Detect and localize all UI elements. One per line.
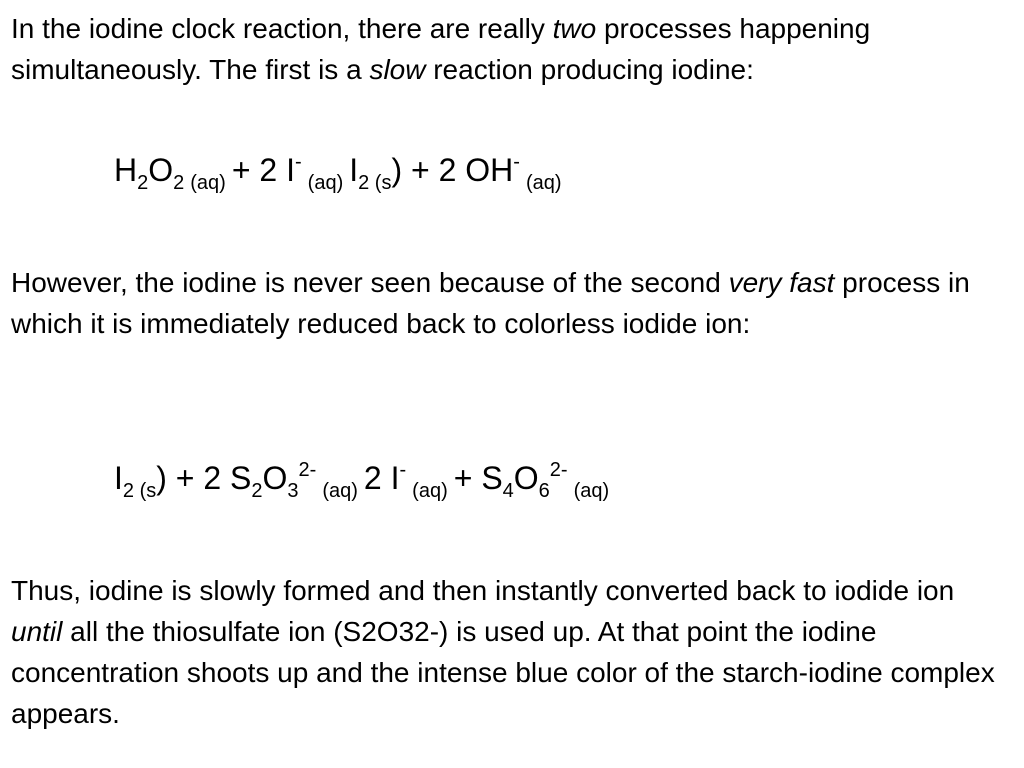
eq2-o: O: [262, 460, 288, 496]
eq2-sub-2s: 2 (s: [122, 480, 157, 502]
eq1-iodine: I: [349, 152, 359, 188]
conclusion-paragraph: [11, 570, 1011, 734]
slow-reaction-equation: [114, 150, 562, 195]
fast-reaction-equation: [114, 458, 609, 503]
eq2-sup-minus: -: [399, 459, 407, 481]
eq1-plus-hydroxide: ) + 2 OH: [391, 152, 514, 188]
eq1-h: H: [114, 152, 138, 188]
second-text-2: process in which it is immediately reduced back to colorless iodide ion:: [11, 267, 970, 339]
eq1-plus-iodide: + 2 I: [231, 152, 295, 188]
eq1-sub-2a: 2: [137, 172, 149, 194]
intro-emphasis-two: two: [552, 13, 597, 44]
intro-text-3: reaction producing iodine:: [425, 54, 754, 85]
eq1-state-aq-1: (aq): [190, 172, 226, 194]
eq1-sup-minus-2: -: [513, 151, 520, 173]
intro-text-2: processes happening simultaneously. The first is a: [11, 13, 871, 85]
second-text-1: However, the iodine is never seen because of the second: [11, 267, 729, 298]
eq2-sub-4: 4: [502, 480, 514, 502]
eq2-sup-2minus-b: 2-: [549, 459, 568, 481]
intro-paragraph: [11, 8, 1011, 90]
conclusion-emphasis-until: until: [11, 616, 63, 647]
eq2-plus-thiosulfate: ) + 2 S: [156, 460, 252, 496]
intro-emphasis-slow: slow: [369, 54, 426, 85]
eq1-sub-2s: 2 (s: [358, 172, 392, 194]
eq2-sup-2minus: 2-: [298, 459, 317, 481]
eq2-sub-3: 3: [287, 480, 299, 502]
eq2-iodine: I: [114, 460, 123, 496]
eq2-plus-tetrathionate: + S: [453, 460, 503, 496]
eq1-sup-minus-1: -: [294, 151, 302, 173]
conclusion-text-1: Thus, iodine is slowly formed and then instantly converted back to iodide ion: [11, 575, 955, 606]
eq2-sub-6: 6: [538, 480, 550, 502]
conclusion-text-2: all the thiosulfate ion (S2O32-) is used up. At that point the iodine concentration shoots up and the intense blue color of the starch-iodine complex appears.: [11, 616, 995, 729]
eq2-state-aq-2: (aq): [412, 480, 448, 502]
second-paragraph: [11, 262, 1011, 344]
eq1-state-aq-2: (aq): [307, 172, 344, 194]
eq2-state-aq-3: (aq): [573, 480, 610, 502]
second-emphasis-very-fast: very fast: [728, 267, 835, 298]
eq2-sub-2: 2: [251, 480, 263, 502]
eq1-sub-2b: 2: [173, 172, 185, 194]
eq2-o2: O: [513, 460, 539, 496]
eq2-two-iodide: 2 I: [363, 460, 400, 496]
eq1-o: O: [148, 152, 174, 188]
eq2-state-aq-1: (aq): [322, 480, 358, 502]
eq1-state-aq-3: (aq): [525, 172, 562, 194]
intro-text-1: In the iodine clock reaction, there are really: [11, 13, 553, 44]
